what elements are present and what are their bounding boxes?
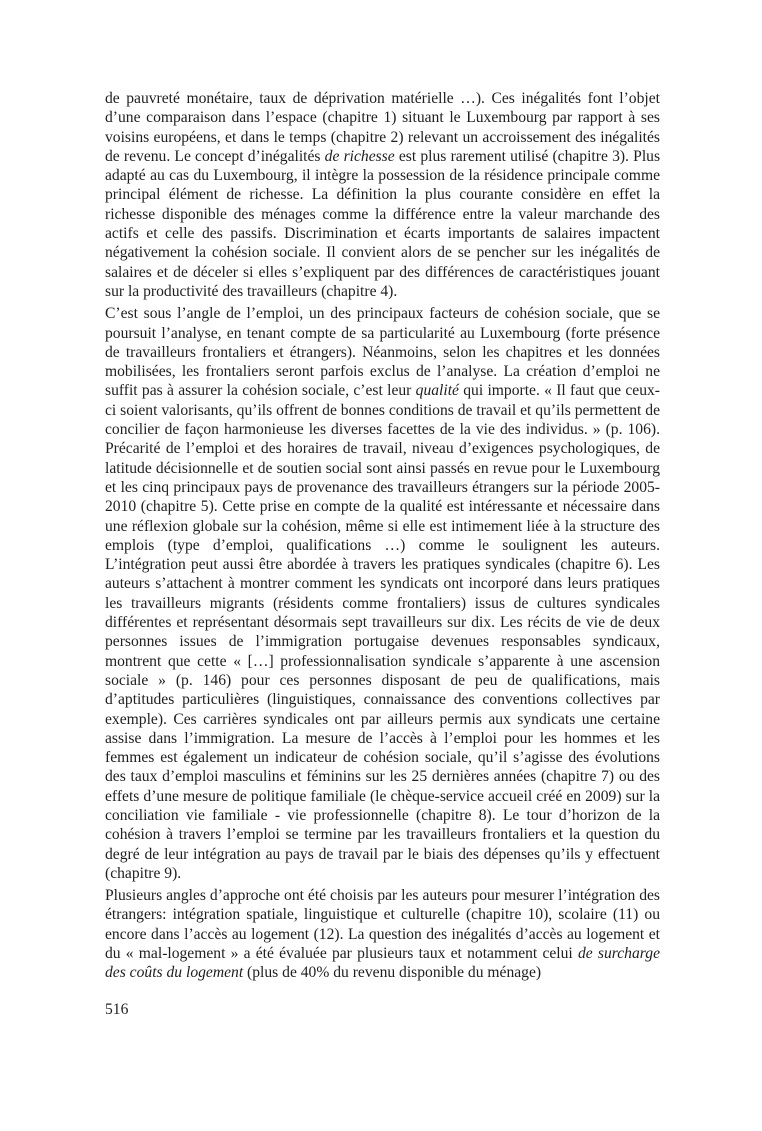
page-number: 516 bbox=[105, 1001, 129, 1018]
text-segment: est plus rarement utilisé (chapitre 3). Plus adapté au cas du Luxembourg, il intègre la possession de la résidence principale comme principal élément de richesse. La définition la plus courante considère en effet la richesse disponible des ménages comme la différence entre la valeur marchande des actifs et celle des passifs. Discrimination et écarts importants de salaires impactent négativement la cohésion sociale. Il convient alors de se pencher sur les inégalités de salaires et de déceler si elles s’expliquent par des différences de caractéristiques jouant sur la productivité des travailleurs (chapitre 4). bbox=[105, 147, 661, 300]
paragraph-2 bbox=[105, 304, 660, 883]
text-segment: qui importe. « Il faut que ceux-ci soient valorisants, qu’ils offrent de bonnes conditions de travail et qu’ils permettent de concilier de façon harmonieuse les diverses facettes de la vie des individus. » (p. 106). Précarité de l’emploi et des horaires de travail, niveau d’exigences psychologiques, de latitude décisionnelle et de soutien social sont ainsi passés en revue pour le Luxembourg et les cinq principaux pays de provenance des travailleurs étrangers sur la période 2005-2010 (chapitre 5). Cette prise en compte de la qualité est intéressante et nécessaire dans une réflexion globale sur la cohésion, même si elle est intimement liée à la structure des emplois (type d’emploi, qualifications …) comme le soulignent les auteurs. L’intégration peut aussi être abordée à travers les pratiques syndicales (chapitre 6). Les auteurs s’attachent à montrer comment les syndicats ont incorporé dans leurs pratiques les travailleurs migrants (résidents comme frontaliers) issus de cultures syndicales différentes et représentant désormais sept travailleurs sur dix. Les récits de vie de deux personnes issues de l’immigration portugaise devenues responsables syndicaux, montrent que cette « […] professionnalisation syndicale s’apparente à une ascension sociale » (p. 146) pour ces personnes disposant de peu de qualifications, mais d’aptitudes particulières (linguistiques, connaissance des conventions collectives par exemple). Ces carrières syndicales ont par ailleurs permis aux syndicats une certaine assise dans l’immigration. La mesure de l’accès à l’emploi pour les hommes et les femmes est également un indicateur de cohésion sociale, qu’il s’agisse des évolutions des taux d’emploi masculins et féminins sur les 25 dernières années (chapitre 7) ou des effets d’une mesure de politique familiale (le chèque-service accueil créé en 2009) sur la conciliation vie familiale - vie professionnelle (chapitre 8). Le tour d’horizon de la cohésion à travers l’emploi se termine par les travailleurs frontaliers et la question du degré de leur intégration au pays de travail par le biais des dépenses qu’ils y effectuent (chapitre 9). bbox=[105, 382, 660, 882]
italic-term: qualité bbox=[415, 382, 459, 400]
italic-term: de richesse bbox=[324, 147, 395, 165]
paragraph-3 bbox=[105, 886, 660, 982]
text-segment: Plusieurs angles d’approche ont été choisis par les auteurs pour mesurer l’intégration des étrangers: intégration spatiale, linguistique et culturelle (chapitre 10), scolaire (11) ou encore dans l’accès au logement (12). La question des inégalités d’accès au logement et du « mal-logement » a été évaluée par plusieurs taux et notamment celui bbox=[105, 887, 660, 963]
italic-term: de surcharge des coûts du logement bbox=[105, 945, 660, 982]
page-body bbox=[105, 89, 660, 986]
text-segment: (plus de 40% du revenu disponible du ménage) bbox=[243, 964, 542, 982]
paragraph-1 bbox=[105, 89, 660, 301]
text-segment: C’est sous l’angle de l’emploi, un des principaux facteurs de cohésion sociale, que se poursuit l’analyse, en tenant compte de sa particularité au Luxembourg (forte présence de travailleurs frontaliers et étrangers). Néanmoins, selon les chapitres et les données mobilisées, les frontaliers seront parfois exclus de l’analyse. La création d’emploi ne suffit pas à assurer la cohésion sociale, c’est leur bbox=[105, 305, 660, 400]
text-segment: de pauvreté monétaire, taux de déprivation matérielle …). Ces inégalités font l’objet d’une comparaison dans l’espace (chapitre 1) situant le Luxembourg par rapport à ses voisins européens, et dans le temps (chapitre 2) relevant un accroissement des inégalités de revenu. Le concept d’inégalités bbox=[105, 90, 660, 165]
